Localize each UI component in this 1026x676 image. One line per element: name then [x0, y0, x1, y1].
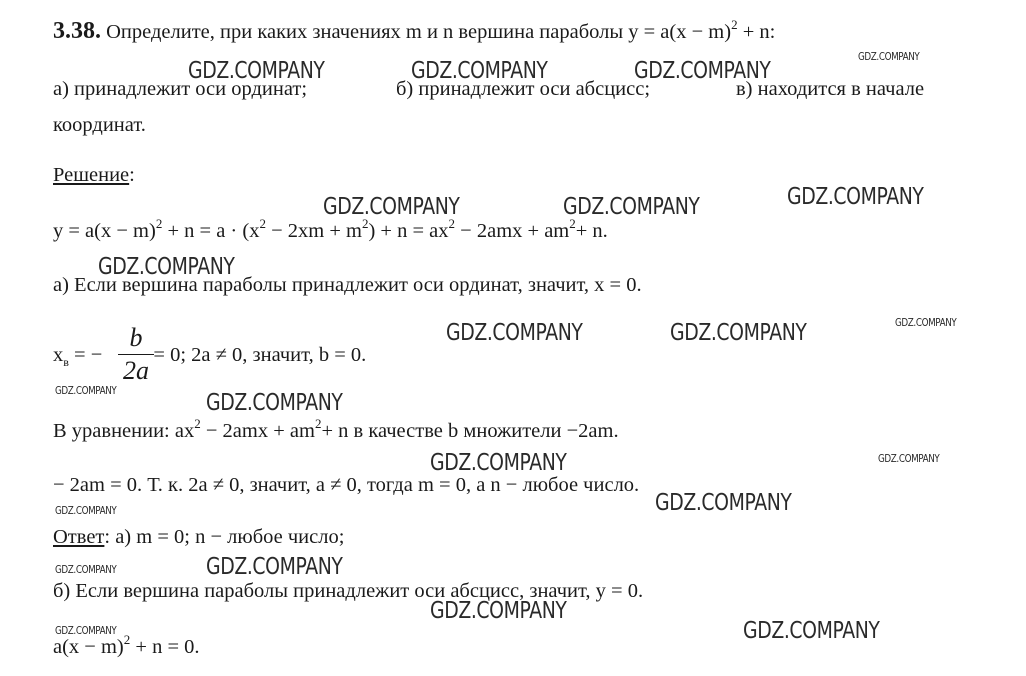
watermark: GDZ.COMPANY — [430, 450, 567, 476]
watermark: GDZ.COMPANY — [895, 316, 957, 329]
eq-part: В уравнении: ax — [53, 420, 195, 442]
equation-coefficient — [53, 418, 619, 444]
watermark: GDZ.COMPANY — [787, 184, 924, 210]
option-a: а) принадлежит оси ординат; — [53, 78, 308, 100]
eq-part: y = a(x − m) — [53, 220, 156, 242]
answer-a: : а) m = 0; n − любое число; — [104, 526, 345, 548]
equation-expansion — [53, 218, 608, 244]
solution-heading — [53, 162, 135, 188]
part-a-condition: а) Если вершина параболы принадлежит оси ординат, значит, x = 0. — [53, 274, 642, 296]
exponent: 2 — [731, 17, 738, 32]
exponent: 2 — [123, 632, 131, 647]
eq-part: − 2amx + am — [200, 420, 315, 442]
fraction-b-over-2a — [118, 324, 154, 385]
problem-statement — [53, 18, 775, 45]
watermark: GDZ.COMPANY — [55, 563, 117, 576]
solution-heading-text: Решение — [53, 164, 130, 186]
watermark: GDZ.COMPANY — [743, 618, 880, 644]
option-b: б) принадлежит оси абсцисс; — [396, 78, 651, 100]
fraction-numerator: b — [129, 323, 143, 352]
solution-heading-colon: : — [129, 164, 135, 186]
watermark: GDZ.COMPANY — [878, 452, 940, 465]
exponent: 2 — [361, 216, 369, 231]
problem-number: 3.38. — [53, 18, 101, 44]
eq-part: − 2xm + m — [265, 220, 362, 242]
part-b-condition: б) Если вершина параболы принадлежит оси абсцисс, значит, y = 0. — [53, 580, 644, 602]
exponent: 2 — [155, 216, 163, 231]
option-c: в) находится в начале — [736, 78, 925, 100]
eq-part: + n = 0. — [130, 636, 200, 658]
xv-equals: = − — [68, 344, 103, 366]
watermark: GDZ.COMPANY — [411, 58, 548, 84]
problem-text-end: + n: — [737, 21, 776, 43]
watermark: GDZ.COMPANY — [446, 320, 583, 346]
equation-y-zero — [53, 634, 200, 660]
answer-label: Ответ — [53, 526, 105, 548]
xv-subscript: в — [63, 355, 69, 370]
exponent: 2 — [448, 216, 456, 231]
eq-part: + n = a · (x — [162, 220, 260, 242]
fraction-denominator: 2a — [123, 356, 149, 385]
eq-part: + n в качестве b множители −2am. — [321, 420, 619, 442]
watermark: GDZ.COMPANY — [55, 624, 117, 637]
eq-part: + n. — [575, 220, 608, 242]
watermark: GDZ.COMPANY — [634, 58, 771, 84]
watermark: GDZ.COMPANY — [98, 254, 235, 280]
exponent: 2 — [194, 416, 201, 431]
xv-rest: = 0; 2a ≠ 0, значит, b = 0. — [148, 344, 367, 366]
watermark: GDZ.COMPANY — [188, 58, 325, 84]
fraction-bar — [118, 354, 154, 355]
watermark: GDZ.COMPANY — [655, 490, 792, 516]
answer-line — [53, 524, 344, 550]
watermark: GDZ.COMPANY — [563, 194, 700, 220]
eq-part: − 2amx + am — [455, 220, 570, 242]
watermark: GDZ.COMPANY — [206, 390, 343, 416]
watermark: GDZ.COMPANY — [670, 320, 807, 346]
exponent: 2 — [569, 216, 576, 231]
watermark: GDZ.COMPANY — [206, 554, 343, 580]
conclusion-line: − 2am = 0. Т. к. 2a ≠ 0, значит, a ≠ 0, тогда m = 0, а n − любое число. — [53, 474, 640, 496]
watermark: GDZ.COMPANY — [55, 504, 117, 517]
problem-text: Определите, при каких значениях m и n вершина параболы y = a(x − m) — [101, 21, 732, 43]
exponent: 2 — [314, 416, 322, 431]
exponent: 2 — [259, 216, 266, 231]
option-c-continued: координат. — [53, 114, 146, 136]
watermark: GDZ.COMPANY — [323, 194, 460, 220]
vertex-x-formula — [53, 342, 366, 375]
watermark: GDZ.COMPANY — [55, 384, 117, 397]
xv-symbol: x — [53, 344, 64, 366]
eq-part: a(x − m) — [53, 636, 124, 658]
eq-part: ) + n = ax — [368, 220, 449, 242]
watermark: GDZ.COMPANY — [430, 598, 567, 624]
watermark: GDZ.COMPANY — [858, 50, 920, 63]
